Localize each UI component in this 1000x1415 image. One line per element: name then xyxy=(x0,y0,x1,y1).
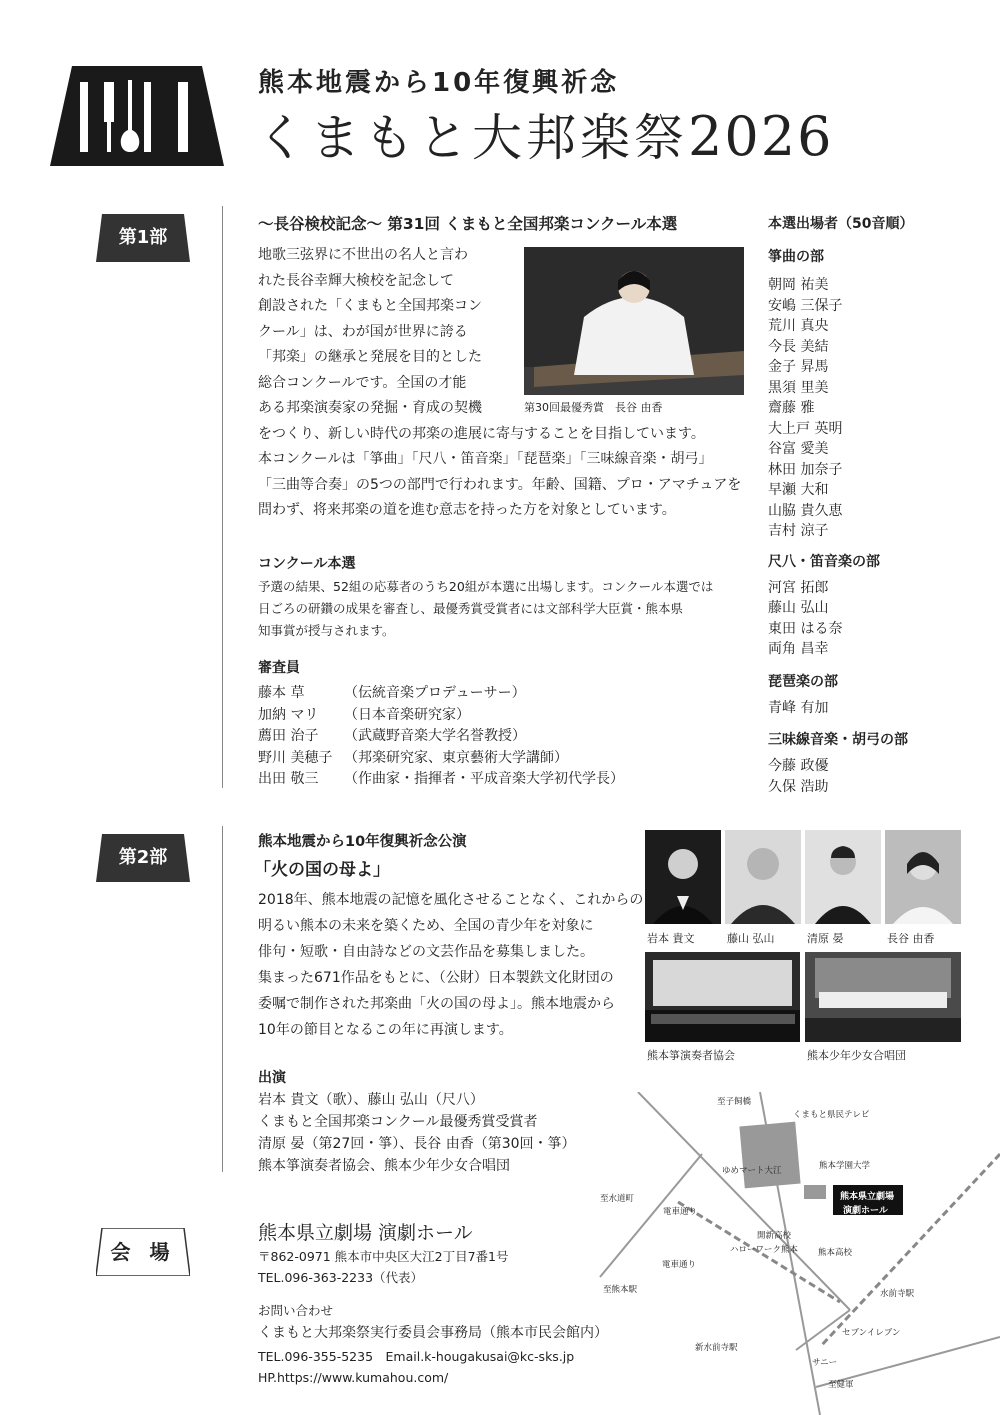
final-text xyxy=(258,576,713,642)
portrait-iwamoto xyxy=(645,830,721,924)
judge-name: 薦田 治子 xyxy=(258,728,319,744)
portrait-caption: 藤山 弘山 xyxy=(727,932,775,945)
final-line: 知事賞が授与されます。 xyxy=(258,623,395,638)
judge-name: 出田 敬三 xyxy=(258,771,319,787)
map-label: 熊本学園大学 xyxy=(819,1161,871,1171)
finalists-heading: 本選出場者（50音順） xyxy=(768,216,914,232)
group-title-shamisen: 三味線音楽・胡弓の部 xyxy=(768,732,908,748)
performers-list xyxy=(258,1089,576,1177)
map-label: 至子飼橋 xyxy=(717,1097,752,1107)
portrait-hase xyxy=(885,830,961,924)
portrait-caption: 長谷 由香 xyxy=(887,932,935,945)
koto-performer-photo xyxy=(524,247,744,395)
map-label: 至熊本駅 xyxy=(603,1285,638,1295)
map-label: くまもと県民テレビ xyxy=(793,1110,870,1120)
intro-line: ある邦楽演奏家の発掘・育成の契機 xyxy=(258,400,482,416)
map-label: サニー xyxy=(812,1358,838,1368)
finalist-name: 大上戸 英明 xyxy=(768,420,843,437)
intro-line: 総合コンクールです。全国の才能 xyxy=(258,374,467,391)
part1-heading: 〜長谷検校記念〜 第31回 くまもと全国邦楽コンクール本選 xyxy=(258,215,678,233)
finalist-name: 河宮 拓郎 xyxy=(768,579,829,596)
photo-caption: 第30回最優秀賞 長谷 由香 xyxy=(524,401,663,414)
finalist-name: 藤山 弘山 xyxy=(768,600,829,616)
header-subtitle: 熊本地震から10年復興祈念 xyxy=(258,68,620,98)
judge-role: （武蔵野音楽大学名誉教授） xyxy=(344,728,526,744)
judge-row xyxy=(258,769,624,791)
judge-name: 藤本 草 xyxy=(258,685,305,701)
finalist-name: 東田 はる奈 xyxy=(768,620,843,637)
map-label: 熊本高校 xyxy=(818,1248,853,1258)
part1-divider xyxy=(222,206,223,788)
koto-ensemble-photo xyxy=(645,952,800,1042)
part1-badge xyxy=(96,214,190,262)
finalist-name: 青峰 有加 xyxy=(768,699,829,716)
judge-row xyxy=(258,683,624,705)
portrait-fujiyama xyxy=(725,830,801,924)
part2-badge xyxy=(96,834,190,882)
intro-line: 地歌三弦界に不世出の名人と言わ xyxy=(258,247,468,263)
header-title xyxy=(256,98,833,170)
part2-title: 「火の国の母よ」 xyxy=(254,860,390,880)
portrait-caption: 岩本 貴文 xyxy=(647,932,695,945)
group-title-koto: 箏曲の部 xyxy=(768,249,824,265)
finalist-name: 早瀬 大和 xyxy=(768,482,829,498)
map-label: ゆめマート大江 xyxy=(722,1166,782,1176)
judge-role: （日本音楽研究家） xyxy=(344,706,470,723)
judge-role: （邦楽研究家、東京藝術大学講師） xyxy=(344,749,568,766)
venue-address: 〒862-0971 熊本市中央区大江2丁目7番1号 xyxy=(258,1249,509,1264)
map-label: 開新高校 xyxy=(757,1231,792,1241)
final-line: 予選の結果、52組の応募者のうち20組が本選に出場します。コンクール本選では xyxy=(258,579,714,594)
finalist-name: 今長 美結 xyxy=(768,338,829,355)
part2-divider xyxy=(222,826,223,1172)
judge-name: 加納 マリ xyxy=(258,706,319,723)
venue-name: 熊本県立劇場 演劇ホール xyxy=(258,1222,473,1244)
final-heading: コンクール本選 xyxy=(258,556,356,572)
festival-logo xyxy=(50,66,224,166)
office-name: くまもと大邦楽祭実行委員会事務局（熊本市民会館内） xyxy=(258,1325,608,1341)
finalist-name: 吉村 涼子 xyxy=(768,523,829,539)
part2-badge-label: 第2部 xyxy=(118,847,168,868)
part2-line: 俳句・短歌・自由詩などの文芸作品を募集しました。 xyxy=(258,944,594,960)
portrait-kiyohara xyxy=(805,830,881,924)
map-label-theater: 熊本県立劇場 xyxy=(840,1192,895,1202)
intro-line: 「三曲等合奏」の5つの部門で行われます。年齢、国籍、プロ・アマチュアを xyxy=(258,476,742,493)
map-label: セブンイレブン xyxy=(842,1328,901,1338)
hp-link[interactable]: HP.https://www.kumahou.com/ xyxy=(258,1370,449,1385)
intro-line: れた長谷幸輝大検校を記念して xyxy=(258,272,454,289)
finalist-name: 荒川 真央 xyxy=(768,318,829,334)
final-line: 日ごろの研鑽の成果を審査し、最優秀賞受賞者には文部科学大臣賞・熊本県 xyxy=(258,601,684,616)
venue-badge-label: 会 場 xyxy=(110,1240,176,1264)
intro-line: 本コンクールは「箏曲」「尺八・笛音楽」「琵琶楽」「三味線音楽・胡弓」 xyxy=(258,451,713,467)
title-year: 2026 xyxy=(688,105,834,168)
performer-line: 熊本箏演奏者協会、熊本少年少女合唱団 xyxy=(258,1158,510,1174)
part2-line: 10年の節目となるこの年に再演します。 xyxy=(258,1022,513,1038)
finalist-name: 安嶋 三保子 xyxy=(768,297,843,314)
map-label: 水前寺駅 xyxy=(880,1289,915,1299)
judge-row xyxy=(258,726,624,748)
judge-name: 野川 美穂子 xyxy=(258,749,333,766)
part2-line: 集まった671作品をもとに、（公財）日本製鉄文化財団の xyxy=(258,970,614,986)
intro-line: クール」は、わが国が世界に誇る xyxy=(258,323,468,340)
intro-line: 創設された「くまもと全国邦楽コン xyxy=(258,298,482,314)
venue-tel: TEL.096-363-2233（代表） xyxy=(258,1270,424,1285)
choir-photo xyxy=(805,952,961,1042)
judge-row xyxy=(258,748,624,770)
finalist-name: 今藤 政優 xyxy=(768,758,829,774)
venue-badge xyxy=(96,1228,190,1276)
part2-line: 明るい熊本の未来を築くため、全国の青少年を対象に xyxy=(258,918,594,934)
judge-role: （作曲家・指揮者・平成音楽大学初代学長） xyxy=(344,771,624,787)
map-label: 至水道町 xyxy=(600,1194,635,1204)
inquiry-label: お問い合わせ xyxy=(258,1303,334,1318)
map-label: 電車通り xyxy=(662,1260,697,1270)
performer-line: 清原 晏（第27回・箏）、長谷 由香（第30回・箏） xyxy=(258,1136,576,1152)
group-title-shakuhachi: 尺八・笛音楽の部 xyxy=(768,553,880,570)
finalist-name: 齋藤 雅 xyxy=(768,400,815,416)
performer-line: 岩本 貴文（歌）、藤山 弘山（尺八） xyxy=(258,1092,484,1108)
judge-role: （伝統音楽プロデューサー） xyxy=(344,685,526,701)
part2-subheading: 熊本地震から10年復興祈念公演 xyxy=(258,834,467,850)
intro-line: 問わず、将来邦楽の道を進む意志を持った方を対象としています。 xyxy=(258,502,676,518)
group-title-biwa: 琵琶楽の部 xyxy=(768,673,838,690)
finalist-name: 久保 浩助 xyxy=(768,778,829,795)
part2-line: 委嘱で制作された邦楽曲「火の国の母よ」。熊本地震から xyxy=(258,996,615,1012)
part1-badge-label: 第1部 xyxy=(118,227,168,248)
title-text: くまもと大邦楽祭 xyxy=(256,109,688,167)
finalist-name: 両角 昌幸 xyxy=(768,641,829,657)
group-caption: 熊本少年少女合唱団 xyxy=(807,1049,906,1062)
contact-line: TEL.096-355-5235 Email.k-hougakusai@kc-sks.jp xyxy=(258,1349,575,1364)
intro-line: 「邦楽」の継承と発展を目的とした xyxy=(258,349,482,365)
portrait-caption: 清原 晏 xyxy=(807,932,844,945)
finalist-name: 朝岡 祐美 xyxy=(768,277,829,293)
map-label: ハローワーク熊本 xyxy=(730,1245,799,1255)
map-label: 新水前寺駅 xyxy=(695,1343,738,1353)
finalist-name: 山脇 貴久恵 xyxy=(768,502,843,519)
map-label: 電車通り xyxy=(663,1207,698,1217)
performers-heading: 出演 xyxy=(258,1070,286,1086)
judge-row xyxy=(258,705,624,727)
judges-list xyxy=(258,683,624,791)
map-label: 至健軍 xyxy=(828,1380,854,1390)
finalist-name: 金子 昇馬 xyxy=(768,359,829,375)
performer-line: くまもと全国邦楽コンクール最優秀賞受賞者 xyxy=(258,1114,538,1130)
group-caption: 熊本箏演奏者協会 xyxy=(647,1049,735,1062)
finalist-name: 黒須 里美 xyxy=(768,379,829,396)
finalist-name: 谷富 愛美 xyxy=(768,441,829,457)
map-label-theater: 演劇ホール xyxy=(843,1206,888,1216)
finalists-list xyxy=(768,247,908,797)
finalist-name: 林田 加奈子 xyxy=(768,461,843,478)
intro-line: をつくり、新しい時代の邦楽の進展に寄与することを目指しています。 xyxy=(258,425,705,442)
part2-line: 2018年、熊本地震の記憶を風化させることなく、これからの xyxy=(258,892,644,908)
judges-heading: 審査員 xyxy=(258,660,300,676)
part2-text xyxy=(258,887,643,1043)
